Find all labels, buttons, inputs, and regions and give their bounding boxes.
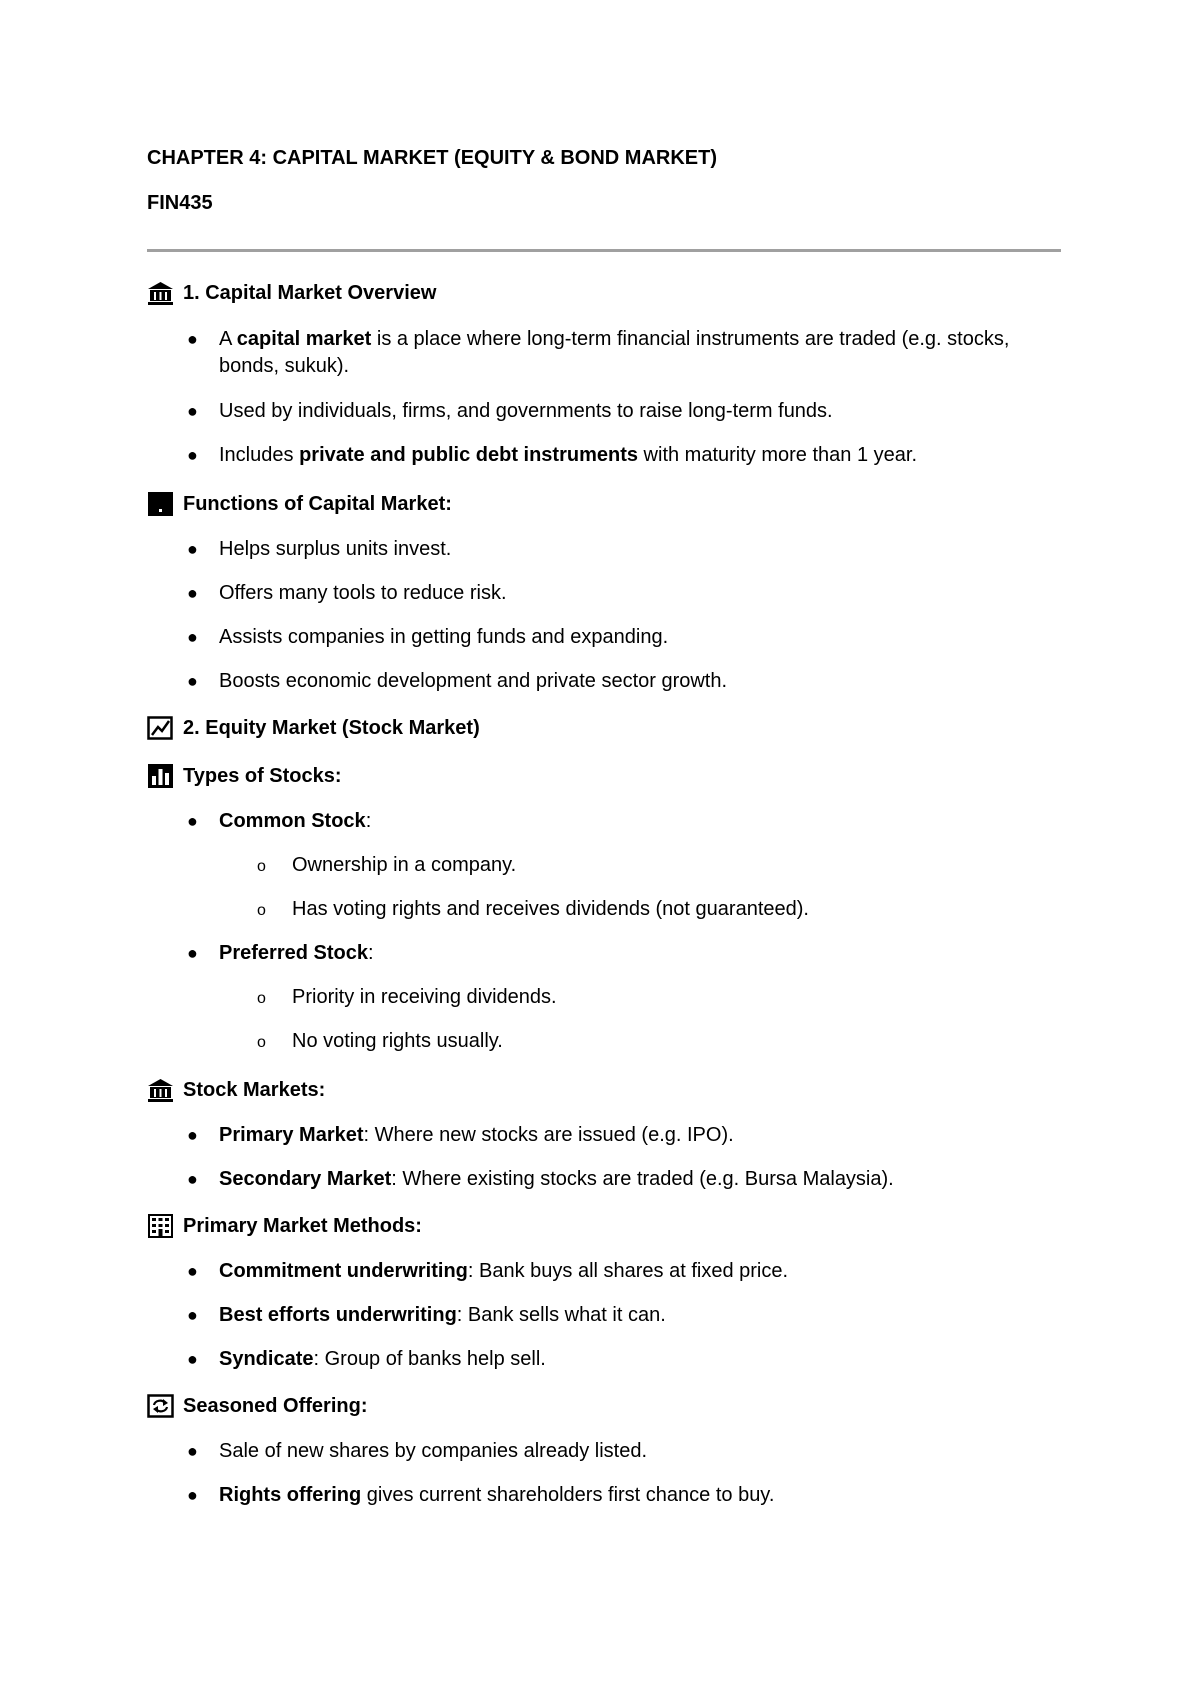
bullet-icon: ●	[187, 401, 198, 421]
bullet-icon: ●	[187, 671, 198, 691]
bullet-icon: ●	[187, 1349, 198, 1369]
text-run: A	[219, 328, 237, 350]
text-run: Includes	[219, 444, 300, 466]
bold-term: Preferred Stock	[219, 942, 368, 964]
text-run: : Group of banks help sell.	[313, 1348, 546, 1370]
text-run: : Where existing stocks are traded (e.g. Bursa Malaysia).	[391, 1168, 894, 1190]
list-item-text: Used by individuals, firms, and governments to raise long-term funds.	[219, 400, 833, 422]
text-run: :	[365, 810, 372, 832]
bold-term: private and public debt instruments	[299, 444, 638, 466]
list-item-text: Sale of new shares by companies already listed.	[219, 1440, 648, 1462]
types-of-stocks-heading	[147, 764, 342, 788]
bullet-icon: ●	[187, 1125, 198, 1145]
section-heading-text: 1. Capital Market Overview	[183, 282, 437, 304]
bold-term: Commitment underwriting	[219, 1260, 468, 1282]
sub-list-item-text: Has voting rights and receives dividends (not guaranteed).	[292, 898, 809, 920]
seasoned-offering-heading	[147, 1394, 367, 1418]
bullet-icon: ●	[187, 1485, 198, 1505]
text-run: : Where new stocks are issued (e.g. IPO).	[363, 1124, 734, 1146]
text-run: : Bank sells what it can.	[456, 1304, 666, 1326]
list-item-text: Offers many tools to reduce risk.	[219, 582, 507, 604]
course-code: FIN435	[147, 192, 213, 214]
bullet-icon: ●	[187, 943, 198, 963]
bold-term: Secondary Market	[219, 1168, 392, 1190]
list-item-text: Assists companies in getting funds and expanding.	[219, 626, 669, 648]
bank-building-icon	[147, 281, 174, 305]
section-heading-text: Types of Stocks:	[183, 765, 342, 787]
horizontal-divider	[147, 249, 1061, 252]
sub-list-item-text: Ownership in a company.	[292, 854, 517, 876]
section-equity-market-heading	[147, 716, 480, 740]
bullet-icon: ●	[187, 1261, 198, 1281]
bold-term: Best efforts underwriting	[219, 1304, 457, 1326]
bold-term: Primary Market	[219, 1124, 364, 1146]
bullet-icon: ●	[187, 627, 198, 647]
circle-bullet-icon: o	[257, 990, 266, 1007]
section-heading-text: 2. Equity Market (Stock Market)	[183, 717, 480, 739]
bullet-icon: ●	[187, 1305, 198, 1325]
stock-markets-heading	[147, 1078, 325, 1102]
bar-chart-icon	[147, 764, 174, 788]
bullet-icon: ●	[187, 1169, 198, 1189]
text-run: gives current shareholders first chance to buy.	[361, 1484, 775, 1506]
list-item-text: Helps surplus units invest.	[219, 538, 452, 560]
circle-bullet-icon: o	[257, 858, 266, 875]
functions-heading	[147, 492, 452, 516]
bold-term: Syndicate	[219, 1348, 314, 1370]
chart-increasing-icon	[147, 716, 174, 740]
bold-term: Common Stock	[219, 810, 366, 832]
bullet-icon: ●	[187, 811, 198, 831]
text-run: :	[367, 942, 374, 964]
bank-building-icon	[147, 1078, 174, 1102]
section-heading-text: Primary Market Methods:	[183, 1215, 422, 1237]
section-heading-text: Stock Markets:	[183, 1079, 326, 1101]
bold-term: Rights offering	[219, 1484, 362, 1506]
section-heading-text: Functions of Capital Market:	[183, 493, 452, 515]
bold-term: capital market	[236, 328, 372, 350]
page-title: CHAPTER 4: CAPITAL MARKET (EQUITY & BOND MARKET)	[147, 147, 717, 169]
bullet-icon: ●	[187, 329, 198, 349]
sub-list-item-text: No voting rights usually.	[292, 1030, 503, 1052]
office-building-icon	[147, 1214, 174, 1238]
primary-market-methods-heading	[147, 1214, 422, 1238]
bullet-icon: ●	[187, 1441, 198, 1461]
circle-bullet-icon: o	[257, 902, 266, 919]
sub-list-item-text: Priority in receiving dividends.	[292, 986, 557, 1008]
text-run: : Bank buys all shares at fixed price.	[467, 1260, 789, 1282]
section-capital-market-overview-heading	[147, 281, 436, 305]
circle-bullet-icon: o	[257, 1034, 266, 1051]
black-square-icon	[147, 492, 174, 516]
text-run: is a place where long-term financial instruments are traded (e.g. stocks, bonds, sukuk).	[219, 328, 1010, 377]
list-item-text: Boosts economic development and private sector growth.	[219, 670, 728, 692]
repeat-arrows-icon	[147, 1394, 174, 1418]
bullet-icon: ●	[187, 445, 198, 465]
section-heading-text: Seasoned Offering:	[183, 1395, 368, 1417]
bullet-icon: ●	[187, 539, 198, 559]
bullet-icon: ●	[187, 583, 198, 603]
text-run: with maturity more than 1 year.	[638, 444, 918, 466]
